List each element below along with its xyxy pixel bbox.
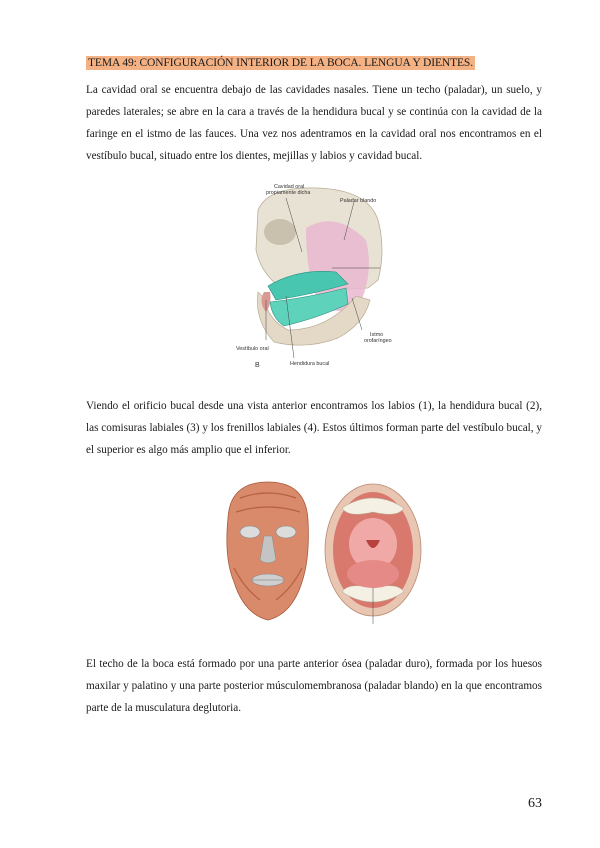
figure-oral-cavity-sagittal (228, 180, 398, 372)
section-title: TEMA 49: CONFIGURACIÓN INTERIOR DE LA BOCA. LENGUA Y DIENTES. (88, 57, 473, 69)
label-istmo-line2: orofaríngeo (364, 338, 392, 344)
label-figure-b: B (255, 362, 260, 369)
label-vestibulo-oral: Vestíbulo oral (236, 346, 269, 352)
label-paladar-blando: Paladar blando (340, 198, 377, 204)
label-hendidura-bucal: Hendidura bucal (290, 361, 330, 367)
paragraph-intro: La cavidad oral se encuentra debajo de las cavidades nasales. Tiene un techo (paladar), un suelo, y paredes laterales; se abre en la cara a través de la hendidura bucal y se continúa con la cavidad de la faringe en el istmo de las fauces. Una vez nos adentramos en la cavidad oral nos encontramos en el vestíbulo bucal, situado entre los dientes, mejillas y labios y cavidad bucal. (86, 84, 542, 162)
paragraph-techo-boca: El techo de la boca está formado por una parte anterior ósea (paladar duro), formada por los huesos maxilar y palatino y una parte posterior músculomembranosa (paladar blando) en la que encontramos parte de la musculatura deglutoria. (86, 658, 542, 714)
figure-face-muscles (210, 478, 322, 628)
label-cavidad-line1: Cavidad oral (274, 184, 305, 190)
figure-open-mouth (322, 478, 424, 628)
paragraph-orificio-bucal: Viendo el orificio bucal desde una vista anterior encontramos los labios (1), la hendidura bucal (2), las comisuras labiales (3) y los frenillos labiales (4). Estos últimos forman parte del vestíbulo bucal, y el superior es algo más amplio que el inferior. (86, 400, 542, 456)
label-cavidad-line2: propiamente dicha (266, 190, 311, 196)
label-istmo-line1: Istmo (370, 332, 384, 338)
page-number: 63 (528, 796, 542, 811)
